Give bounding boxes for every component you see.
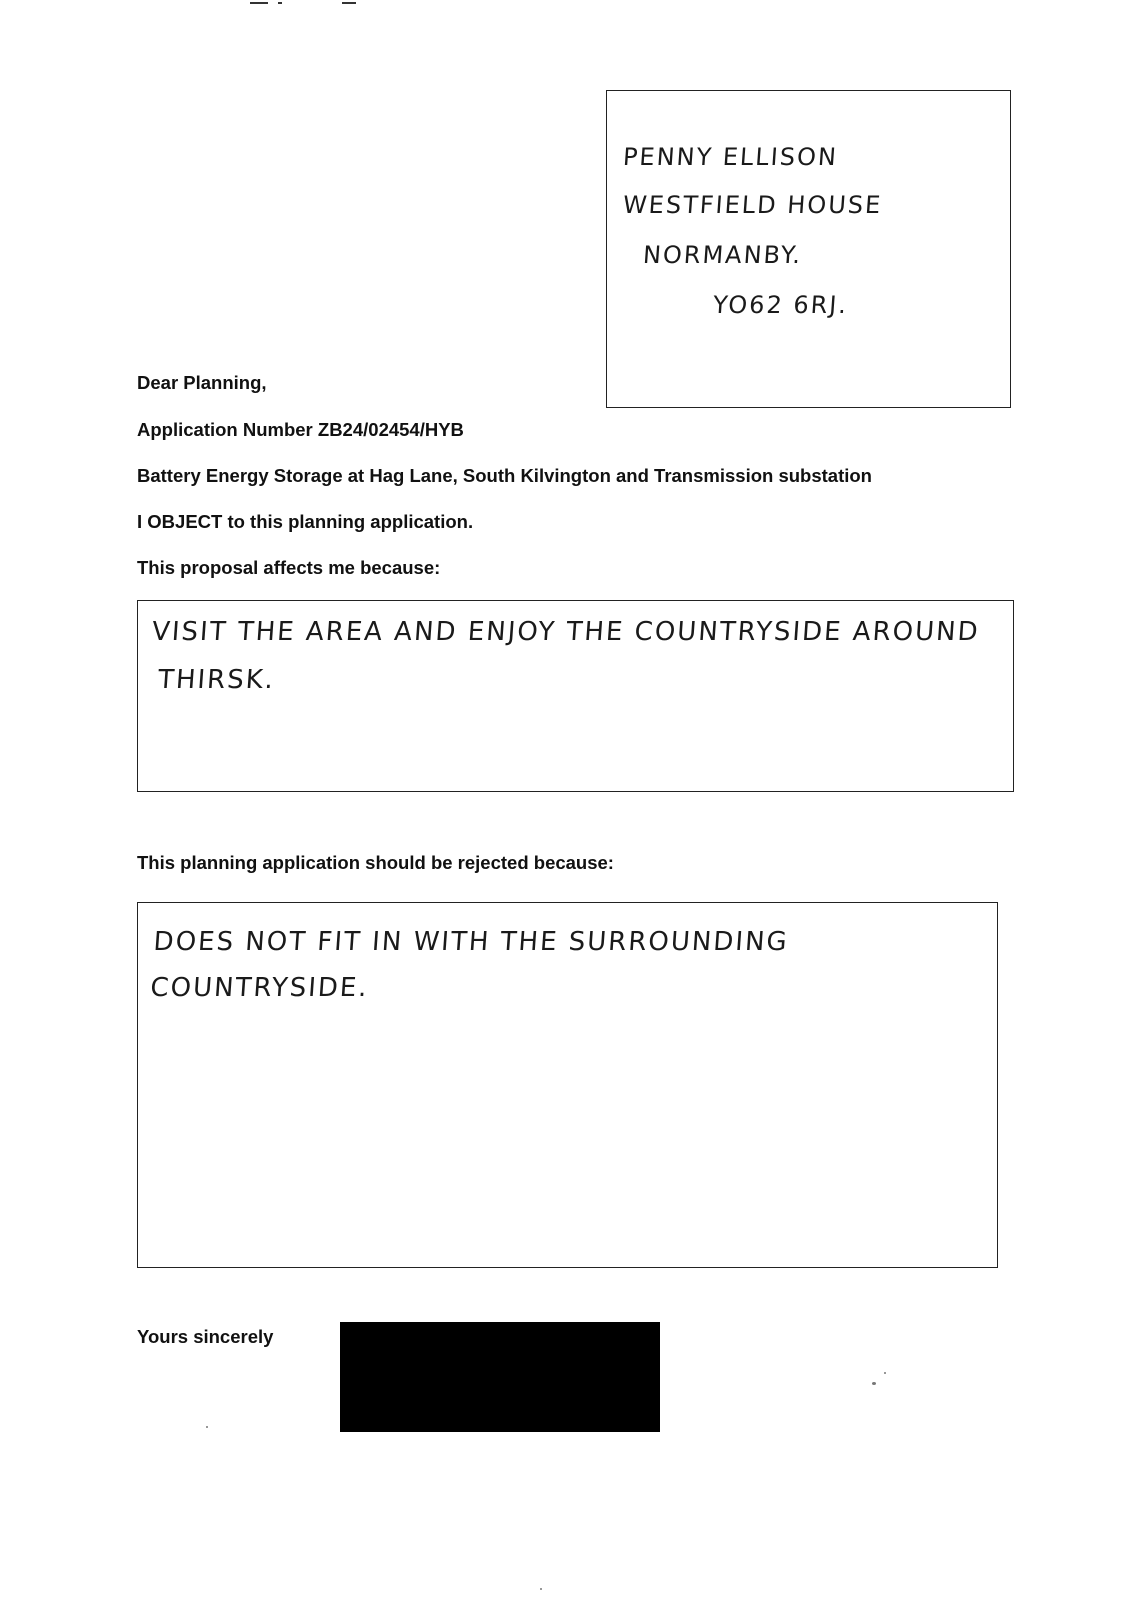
rejected-heading: This planning application should be rejected because: xyxy=(137,852,614,873)
address-name: PENNY ELLISON xyxy=(622,143,839,171)
affects-heading: This proposal affects me because: xyxy=(137,557,441,578)
subject-line: Battery Energy Storage at Hag Lane, South Kilvington and Transmission substation xyxy=(137,465,872,486)
scan-mark xyxy=(278,2,282,4)
affects-answer-box xyxy=(137,600,1014,792)
objection-statement: I OBJECT to this planning application. xyxy=(137,511,474,532)
scan-mark xyxy=(250,2,268,4)
scan-speck xyxy=(206,1426,208,1428)
address-town: NORMANBY. xyxy=(642,241,804,269)
address-postcode: YO62 6RJ. xyxy=(712,291,850,319)
scan-speck xyxy=(872,1382,876,1385)
closing: Yours sincerely xyxy=(137,1326,274,1347)
affects-answer-line: THIRSK. xyxy=(156,665,277,695)
scan-mark xyxy=(342,2,356,4)
address-house: WESTFIELD HOUSE xyxy=(622,191,884,219)
salutation: Dear Planning, xyxy=(137,372,267,393)
application-number: Application Number ZB24/02454/HYB xyxy=(137,419,464,440)
address-box xyxy=(606,90,1011,408)
affects-answer-line: VISIT THE AREA AND ENJOY THE COUNTRYSIDE AROUND xyxy=(150,617,981,647)
scan-speck xyxy=(540,1588,542,1590)
rejected-answer-box xyxy=(137,902,998,1268)
redacted-signature xyxy=(340,1322,660,1432)
scan-speck xyxy=(884,1372,886,1374)
rejected-answer-line: DOES NOT FIT IN WITH THE SURROUNDING COUNTRYSIDE. xyxy=(149,927,790,1003)
